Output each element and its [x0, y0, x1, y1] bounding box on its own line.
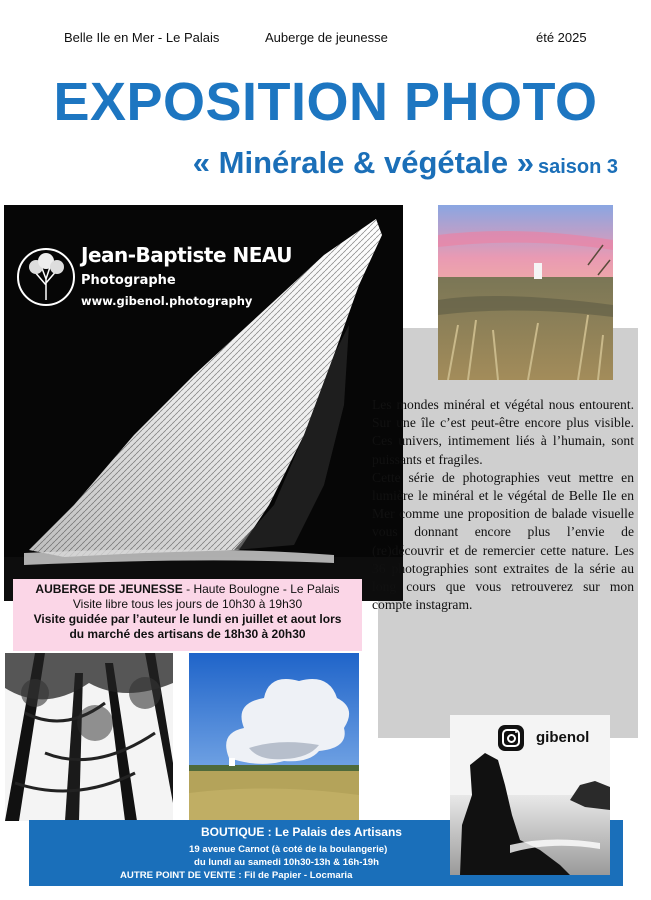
boutique-label: BOUTIQUE : [201, 825, 275, 839]
venue-hours: Visite libre tous les jours de 10h30 à 19h30 [72, 597, 303, 611]
venue-name: AUBERGE DE JEUNESSE [35, 582, 183, 596]
subtitle-main: « Minérale & végétale » [192, 145, 534, 180]
cloud-photo [189, 653, 359, 821]
instagram-icon-lens [507, 734, 516, 743]
boutique-hours: du lundi au samedi 10h30-13h & 16h-19h [194, 857, 379, 868]
header-location: Belle Ile en Mer - Le Palais [64, 30, 220, 45]
trees-photo [5, 653, 173, 821]
boutique-name: Le Palais des Artisans [275, 825, 402, 839]
photographer-name: Jean-Baptiste NEAU [81, 243, 293, 267]
venue-line [13, 582, 362, 597]
instagram-handle[interactable]: gibenol [536, 729, 590, 746]
page-subtitle [193, 145, 618, 181]
description-paragraph-1: Les mondes minéral et végétal nous entourent. Sur une île c’est peut-être encore plus visible. Ces univers, intimement liés à l’humain, sont puissants et fragiles. [372, 397, 634, 467]
boutique-other-shop: AUTRE POINT DE VENTE : Fil de Papier - Locmaria [120, 870, 353, 881]
trees-image [5, 653, 173, 821]
header-season: été 2025 [536, 30, 587, 45]
boutique-title [201, 827, 402, 839]
photographer-role: Photographe [81, 273, 176, 288]
main-rock-photo [4, 205, 403, 601]
venue-location: - Haute Boulogne - Le Palais [182, 582, 340, 596]
page-title: EXPOSITION PHOTO [53, 72, 598, 132]
boutique-address: 19 avenue Carnot (à coté de la boulangerie) [189, 844, 388, 855]
header-venue: Auberge de jeunesse [265, 30, 388, 45]
description-paragraph-2: Cette série de photographies veut mettre en lumière le minéral et le végétal de Belle Ile en Mer comme une proposition de balade visuelle vous donnant encore plus l’envie de (re)découvrir et de remercier cette nature. Les 36 photographies sont extraites de la série au long cours que vous retrouverez sur mon compte instagram. [372, 469, 634, 613]
venue-info-box [13, 579, 362, 651]
description-text [372, 396, 634, 614]
venue-guided-visit: Visite guidée par l’auteur le lundi en juillet et aout lors du marché des artisans de 18h30 à 20h30 [33, 612, 342, 641]
sunset-image [438, 205, 613, 380]
instagram-icon[interactable] [498, 725, 524, 751]
sunset-photo [438, 205, 613, 380]
cloud-image [189, 653, 359, 821]
subtitle-season: saison 3 [537, 156, 618, 178]
instagram-icon-dot [515, 731, 517, 733]
photographer-website: www.gibenol.photography [81, 294, 253, 308]
